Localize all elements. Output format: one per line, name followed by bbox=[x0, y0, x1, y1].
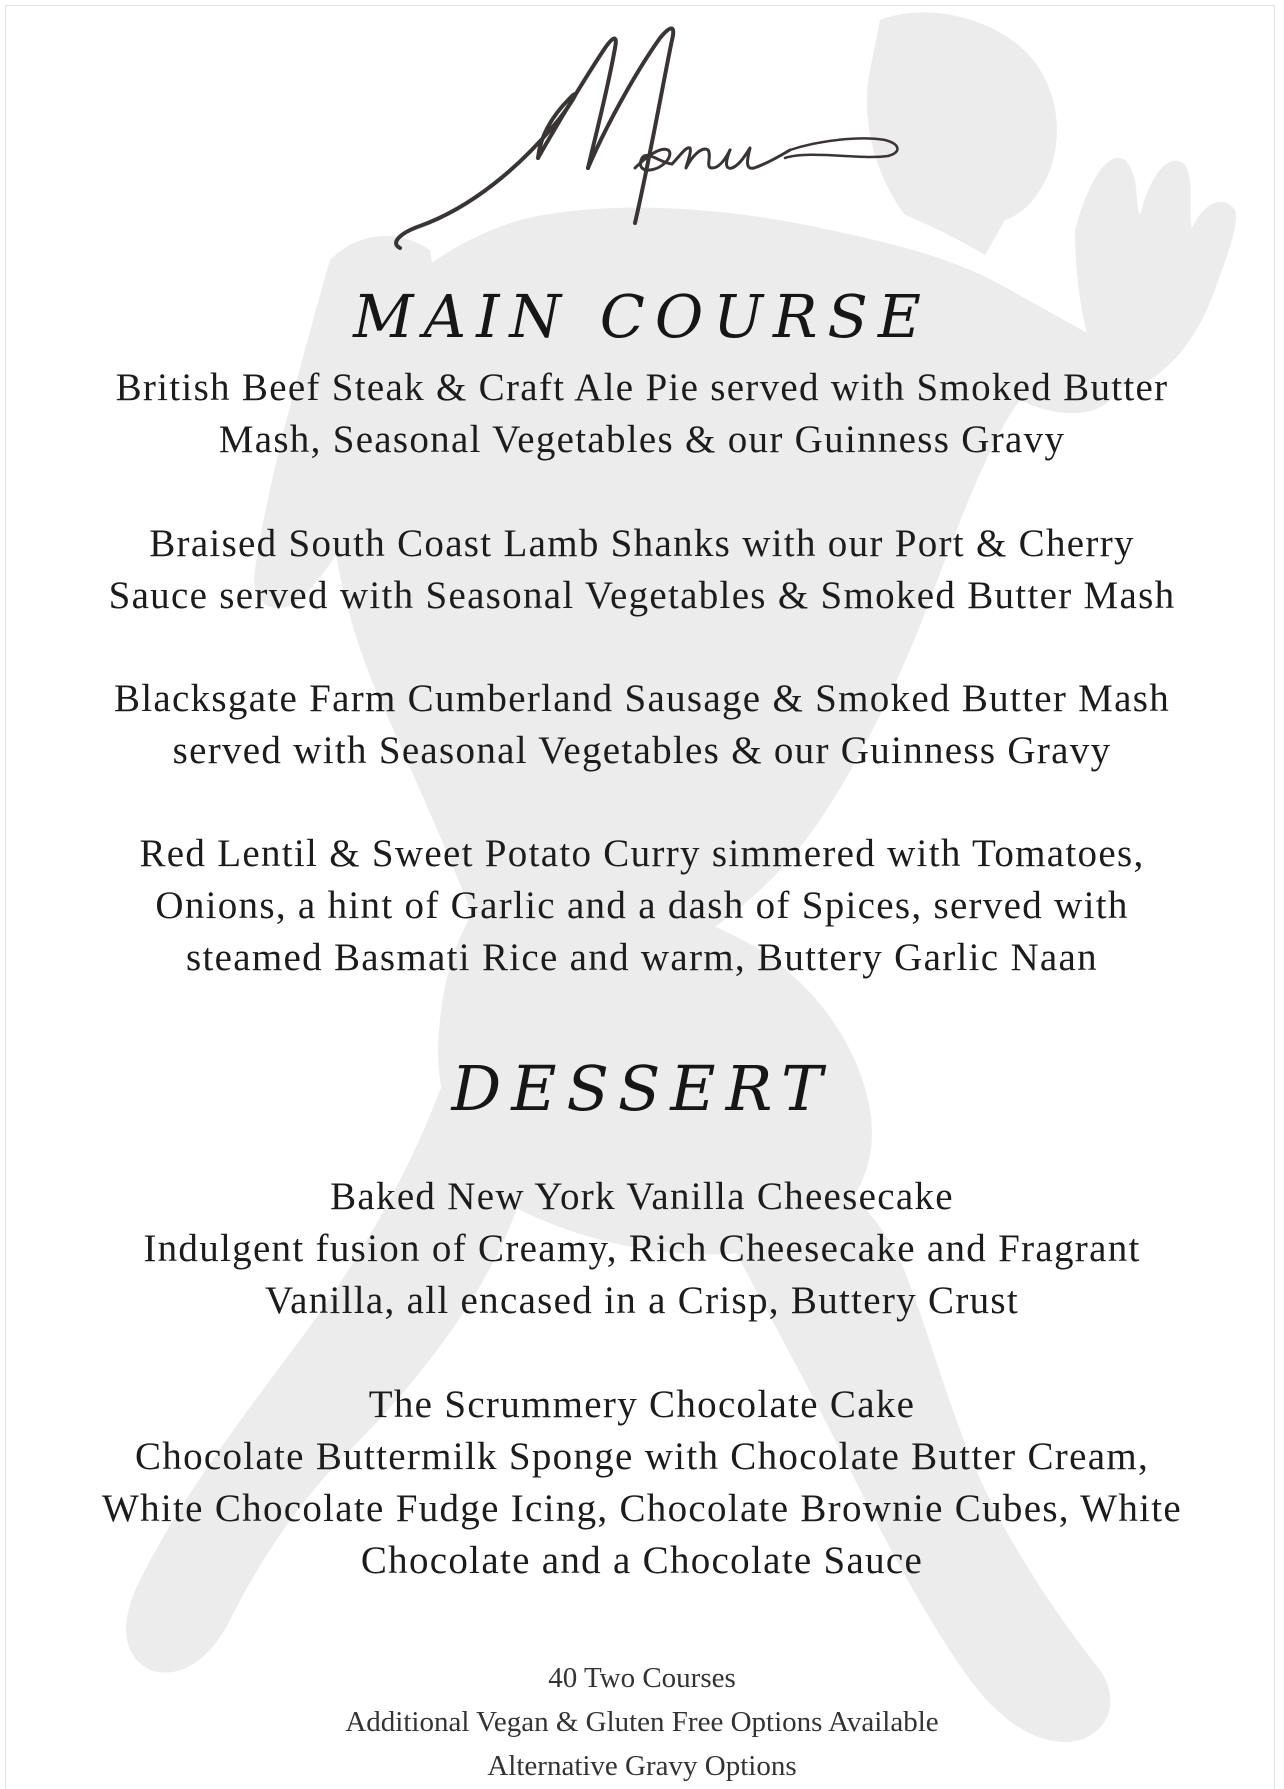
item-line: The Scrummery Chocolate Cake bbox=[368, 1383, 916, 1426]
item-line: Onions, a hint of Garlic and a dash of Spices, served with bbox=[155, 884, 1129, 927]
main-course-item bbox=[20, 362, 1264, 466]
item-line: steamed Basmati Rice and warm, Buttery Garlic Naan bbox=[186, 936, 1098, 979]
item-line: Indulgent fusion of Creamy, Rich Cheesecake and Fragrant bbox=[143, 1227, 1141, 1270]
item-line: Braised South Coast Lamb Shanks with our Port & Cherry bbox=[149, 522, 1135, 565]
menu-footer bbox=[0, 1656, 1284, 1788]
item-line: Red Lentil & Sweet Potato Curry simmered with Tomatoes, bbox=[139, 832, 1145, 875]
item-line: Baked New York Vanilla Cheesecake bbox=[330, 1175, 954, 1218]
item-line: White Chocolate Fudge Icing, Chocolate Brownie Cubes, White bbox=[102, 1487, 1182, 1530]
item-line: Chocolate Buttermilk Sponge with Chocolate Butter Cream, bbox=[134, 1435, 1150, 1478]
gravy-options-line: Alternative Gravy Options bbox=[487, 1750, 797, 1782]
item-line: British Beef Steak & Craft Ale Pie served with Smoked Butter bbox=[115, 366, 1169, 409]
item-line: served with Seasonal Vegetables & our Guinness Gravy bbox=[172, 729, 1112, 772]
dessert-item bbox=[20, 1379, 1264, 1587]
main-course-item bbox=[20, 518, 1264, 622]
dessert-heading: DESSERT bbox=[451, 1052, 833, 1125]
price-line: 40 Two Courses bbox=[548, 1662, 736, 1694]
main-course-item bbox=[20, 828, 1264, 984]
main-course-heading: MAIN COURSE bbox=[353, 282, 931, 351]
main-course-item bbox=[20, 673, 1264, 777]
dietary-options-line: Additional Vegan & Gluten Free Options Available bbox=[345, 1706, 939, 1738]
menu-script-title bbox=[380, 18, 920, 268]
item-line: Blacksgate Farm Cumberland Sausage & Smoked Butter Mash bbox=[113, 677, 1171, 720]
item-line: Mash, Seasonal Vegetables & our Guinness Gravy bbox=[218, 418, 1066, 461]
item-line: Sauce served with Seasonal Vegetables & Smoked Butter Mash bbox=[108, 574, 1176, 617]
item-line: Vanilla, all encased in a Crisp, Buttery Crust bbox=[264, 1279, 1020, 1322]
dessert-item bbox=[20, 1171, 1264, 1327]
item-line: Chocolate and a Chocolate Sauce bbox=[360, 1539, 924, 1582]
